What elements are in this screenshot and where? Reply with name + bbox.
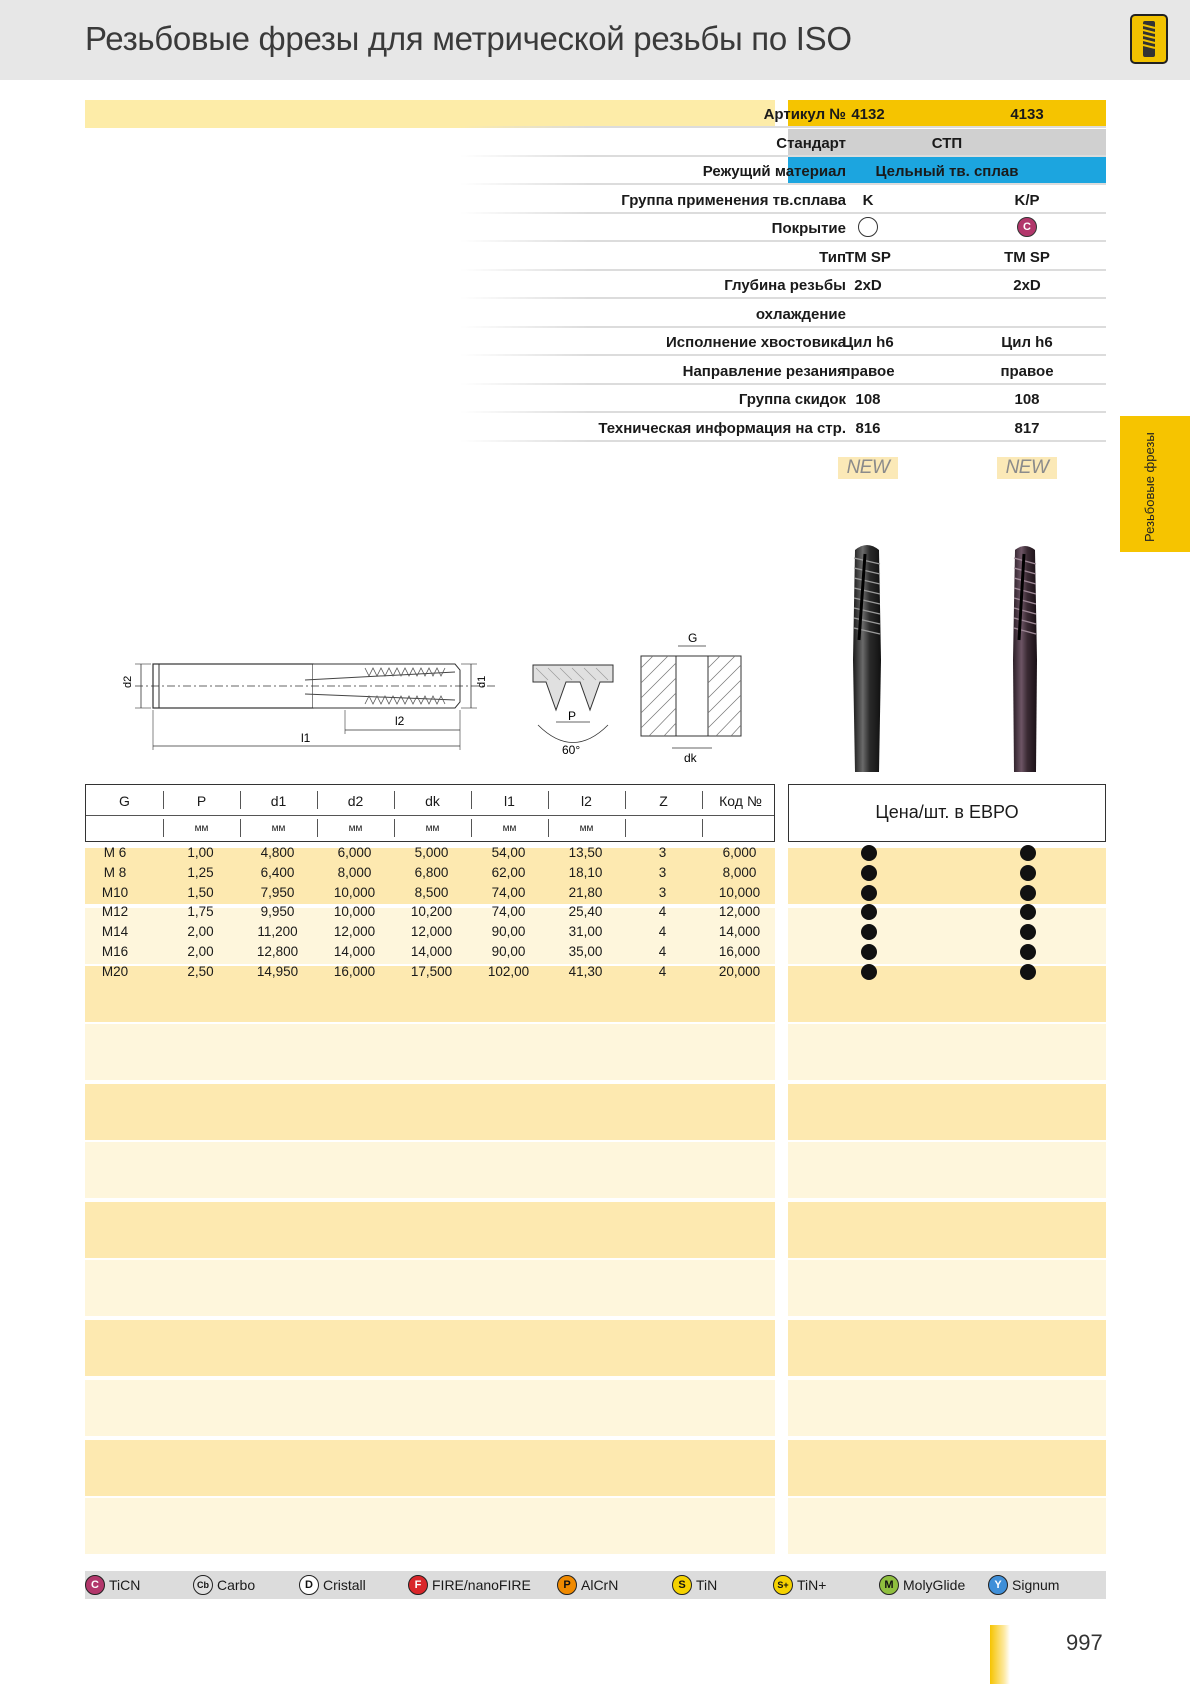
property-value-4133: K/P [1014,191,1040,209]
coating-code-icon: P [557,1575,577,1595]
table-row [85,901,775,921]
table-band-left [85,1440,775,1496]
table-cell: 3 [658,845,667,860]
table-cell: 90,00 [491,944,526,959]
column-header: l2 [581,793,592,809]
property-value: СТП [931,134,963,152]
table-cell: 10,000 [333,884,376,900]
column-separator [163,791,164,809]
pitch-label: P [568,709,577,723]
property-label: Глубина резьбы [724,277,846,294]
page-number-bar [990,1625,1010,1684]
available-dot-4132 [861,944,877,960]
page-number: 997 [1066,1630,1103,1655]
dk-label: dk [684,751,697,765]
table-band-left [85,1260,775,1316]
available-dot-4133 [1020,885,1036,901]
column-header: P [196,793,207,809]
property-value-4133: правое [1000,362,1054,380]
new-badge-4132: NEW [838,457,898,479]
coating-ticn-icon [947,217,1107,237]
table-cell: 2,50 [187,963,214,979]
table-band-right [788,1024,1106,1080]
property-value-4132: 4132 [851,106,885,123]
property-row [85,300,1106,328]
table-band-right [788,1320,1106,1376]
table-cell: 31,00 [568,924,603,940]
table-cell: 8,000 [722,864,757,880]
table-cell: 7,950 [260,884,295,900]
column-separator [163,819,164,837]
legend-label: AlCrN [581,1577,619,1593]
table-band-right [788,1380,1106,1436]
g-label: G [688,631,698,645]
table-cell: 41,30 [568,963,603,979]
table-row [85,941,775,961]
table-cell: 8,000 [337,864,372,880]
legend-label: TiCN [109,1577,141,1593]
table-cell: 20,000 [718,963,761,979]
table-cell: 16,000 [718,944,761,959]
coating-legend [85,1571,1106,1599]
d2-label: d2 [122,675,134,688]
property-label: охлаждение [755,305,846,323]
property-row [85,328,1106,356]
column-header: d1 [270,793,287,809]
property-label: Тип [819,248,846,266]
table-cell: 25,40 [568,904,603,920]
legend-item [879,1575,965,1595]
coating-c-icon: C [1017,217,1037,237]
available-dot-4132 [861,865,877,881]
table-band-right [788,1498,1106,1554]
table-cell: 16,000 [333,963,376,979]
table-band-right [788,1260,1106,1316]
property-label: Стандарт [776,134,846,152]
table-cell: M12 [101,904,129,920]
table-cell: 12,000 [718,904,761,920]
table-cell: 14,950 [256,963,299,979]
table-cell: 14,000 [718,924,761,940]
available-dot-4133 [1020,964,1036,980]
table-band-right [788,908,1106,964]
column-separator [702,819,703,837]
table-cell: 14,000 [333,944,376,959]
coating-code-icon: F [408,1575,428,1595]
legend-label: Cristall [323,1577,366,1593]
column-header: Z [659,793,668,809]
legend-label: Carbo [217,1577,256,1593]
d1-label: d1 [476,675,488,688]
column-separator [548,791,549,809]
column-separator [471,819,472,837]
property-value-4133: TM SP [1004,248,1050,266]
coating-code-icon: Cb [193,1575,213,1595]
table-band-left [85,1084,775,1140]
table-band-left [85,1142,775,1198]
table-cell: 90,00 [491,924,526,940]
table-cell: M14 [101,924,129,940]
table-cell: 62,00 [491,864,526,880]
thread-profile-drawing [528,660,618,760]
column-separator [625,819,626,837]
property-value-4132: правое [841,362,895,380]
table-cell: 1,75 [187,904,214,920]
property-row [85,100,1106,128]
column-header: G [119,793,130,809]
table-cell: M16 [101,944,129,959]
angle-label: 60° [562,743,581,757]
table-cell: 17,500 [410,963,453,979]
property-value-4132: 816 [855,419,881,437]
l1-label: l1 [301,731,311,745]
page-title: Резьбовые фрезы для метрической резьбы по ISO [85,20,852,57]
column-header: l1 [504,793,515,809]
column-unit: мм [579,823,594,834]
legend-item [299,1575,366,1595]
table-cell: 4 [658,924,667,940]
legend-label: FIRE/nanoFIRE [432,1577,531,1593]
table-cell: 3 [658,884,667,900]
coating-none-icon [788,217,948,237]
table-band-right [788,1202,1106,1258]
column-header: d2 [347,793,364,809]
table-cell: M10 [101,884,129,900]
price-header: Цена/шт. в ЕВРО [788,784,1106,842]
uncoated-circle-icon [858,217,878,237]
thread-section-drawing [636,628,746,768]
available-dot-4132 [861,845,877,861]
property-value-4132: TM SP [845,248,891,266]
table-row [85,921,775,941]
property-label: Режущий материал [702,163,846,180]
available-dot-4132 [861,885,877,901]
property-row [85,186,1106,214]
table-cell: 74,00 [491,884,526,900]
available-dot-4133 [1020,944,1036,960]
column-unit: мм [271,823,286,834]
available-dot-4133 [1020,865,1036,881]
legend-label: MolyGlide [903,1577,966,1593]
table-cell: 3 [658,864,667,880]
property-label: Группа скидок [738,391,846,408]
column-separator [702,791,703,809]
table-cell: 6,400 [260,864,295,880]
column-unit: мм [348,823,363,834]
table-band-right [788,1084,1106,1140]
dimensions-table-header [85,784,775,842]
table-cell: 35,00 [568,944,603,959]
column-unit: мм [425,823,440,834]
column-header: dk [425,793,440,809]
property-row [85,357,1106,385]
coating-code-icon: Y [988,1575,1008,1595]
table-band-left [85,1320,775,1376]
table-cell: 6,000 [337,845,372,860]
table-cell: 6,800 [414,864,449,880]
property-row [85,129,1106,157]
property-value: Цельный тв. сплав [875,163,1019,180]
column-separator [548,819,549,837]
table-band-right [788,848,1106,904]
table-row [85,961,775,981]
property-row [85,243,1106,271]
table-cell: 102,00 [487,963,530,979]
table-cell: 1,25 [187,864,214,880]
property-value-4132: 108 [855,391,881,408]
table-band-left [85,1202,775,1258]
legend-item [193,1575,255,1595]
table-cell: M20 [101,963,129,979]
table-cell: 13,50 [568,845,603,860]
column-separator [240,819,241,837]
table-cell: 14,000 [410,944,453,959]
table-cell: 9,950 [260,904,295,920]
l2-label: l2 [395,714,405,728]
column-separator [317,791,318,809]
property-row [85,414,1106,442]
page-header [0,0,1190,80]
table-cell: 2,00 [187,924,214,940]
table-cell: 1,50 [187,884,214,900]
table-cell: 5,000 [414,845,449,860]
tool-photo-4132 [845,540,890,775]
table-row [85,882,775,902]
column-separator [317,819,318,837]
available-dot-4132 [861,964,877,980]
property-label: Артикул № [763,106,846,123]
table-band-left [85,1380,775,1436]
property-label: Исполнение хвостовика [666,334,846,351]
coating-code-icon: C [85,1575,105,1595]
legend-item [988,1575,1059,1595]
section-side-tab[interactable] [1120,416,1190,552]
table-band-right [788,1440,1106,1496]
table-cell: 11,200 [257,924,298,940]
column-separator [394,819,395,837]
thread-mill-logo-icon [1130,14,1168,64]
property-value-4132: Цил h6 [842,334,894,351]
table-band-left [85,1024,775,1080]
property-label: Покрытие [771,220,846,237]
column-unit: мм [194,823,209,834]
legend-label: TiN [696,1577,718,1593]
column-separator [240,791,241,809]
table-cell: 74,00 [491,904,526,920]
table-cell: 10,000 [333,904,376,920]
tool-photo-4133 [1003,540,1048,775]
property-label: Группа применения тв.сплава [621,191,846,209]
property-value-4133: 108 [1014,391,1040,408]
property-row [85,385,1106,413]
table-cell: 12,000 [410,924,453,940]
property-value-4133: 4133 [1010,106,1044,123]
side-tab-label: Резьбовые фрезы [1142,432,1157,542]
column-separator [625,791,626,809]
column-unit: мм [502,823,517,834]
legend-label: Signum [1012,1577,1060,1593]
table-band-right [788,966,1106,1022]
legend-item [85,1575,140,1595]
table-cell: 4,800 [260,845,295,860]
property-row [85,214,1106,242]
legend-item [672,1575,717,1595]
table-cell: 8,500 [414,884,449,900]
table-band-right [788,1142,1106,1198]
legend-item [773,1575,826,1595]
table-cell: 2,00 [187,944,214,959]
table-cell: 18,10 [568,864,603,880]
legend-label: TiN+ [797,1577,827,1593]
table-cell: 4 [658,963,667,979]
property-value-4133: 817 [1014,419,1040,437]
table-cell: 12,800 [256,944,299,959]
table-row [85,842,775,862]
property-value-4132: K [862,191,874,209]
table-cell: 21,80 [568,884,603,900]
table-cell: M 6 [103,845,127,860]
property-label: Направление резания [682,362,846,380]
column-separator [471,791,472,809]
cutter-dimension-drawing [115,650,505,760]
table-row [85,862,775,882]
property-value-4132: 2xD [854,277,882,294]
property-label: Техническая информация на стр. [598,419,846,437]
table-cell: 1,00 [187,845,214,860]
legend-item [557,1575,618,1595]
coating-code-icon: S [672,1575,692,1595]
table-cell: 54,00 [491,845,526,860]
table-cell: 10,000 [718,884,761,900]
property-row [85,271,1106,299]
available-dot-4133 [1020,845,1036,861]
column-header: Код № [719,793,762,809]
table-cell: M 8 [103,864,127,880]
property-value-4133: 2xD [1013,277,1041,294]
new-badge-4133: NEW [997,457,1057,479]
table-cell: 6,000 [722,845,757,860]
legend-item [408,1575,531,1595]
property-value-4133: Цил h6 [1001,334,1053,351]
table-cell: 10,200 [410,904,453,920]
property-row [85,157,1106,185]
coating-code-icon: S+ [773,1575,793,1595]
coating-code-icon: M [879,1575,899,1595]
table-cell: 4 [658,904,667,920]
coating-code-icon: D [299,1575,319,1595]
table-band-left [85,1498,775,1554]
table-cell: 12,000 [333,924,376,940]
table-cell: 4 [658,944,667,959]
column-separator [394,791,395,809]
header-divider [86,815,774,816]
